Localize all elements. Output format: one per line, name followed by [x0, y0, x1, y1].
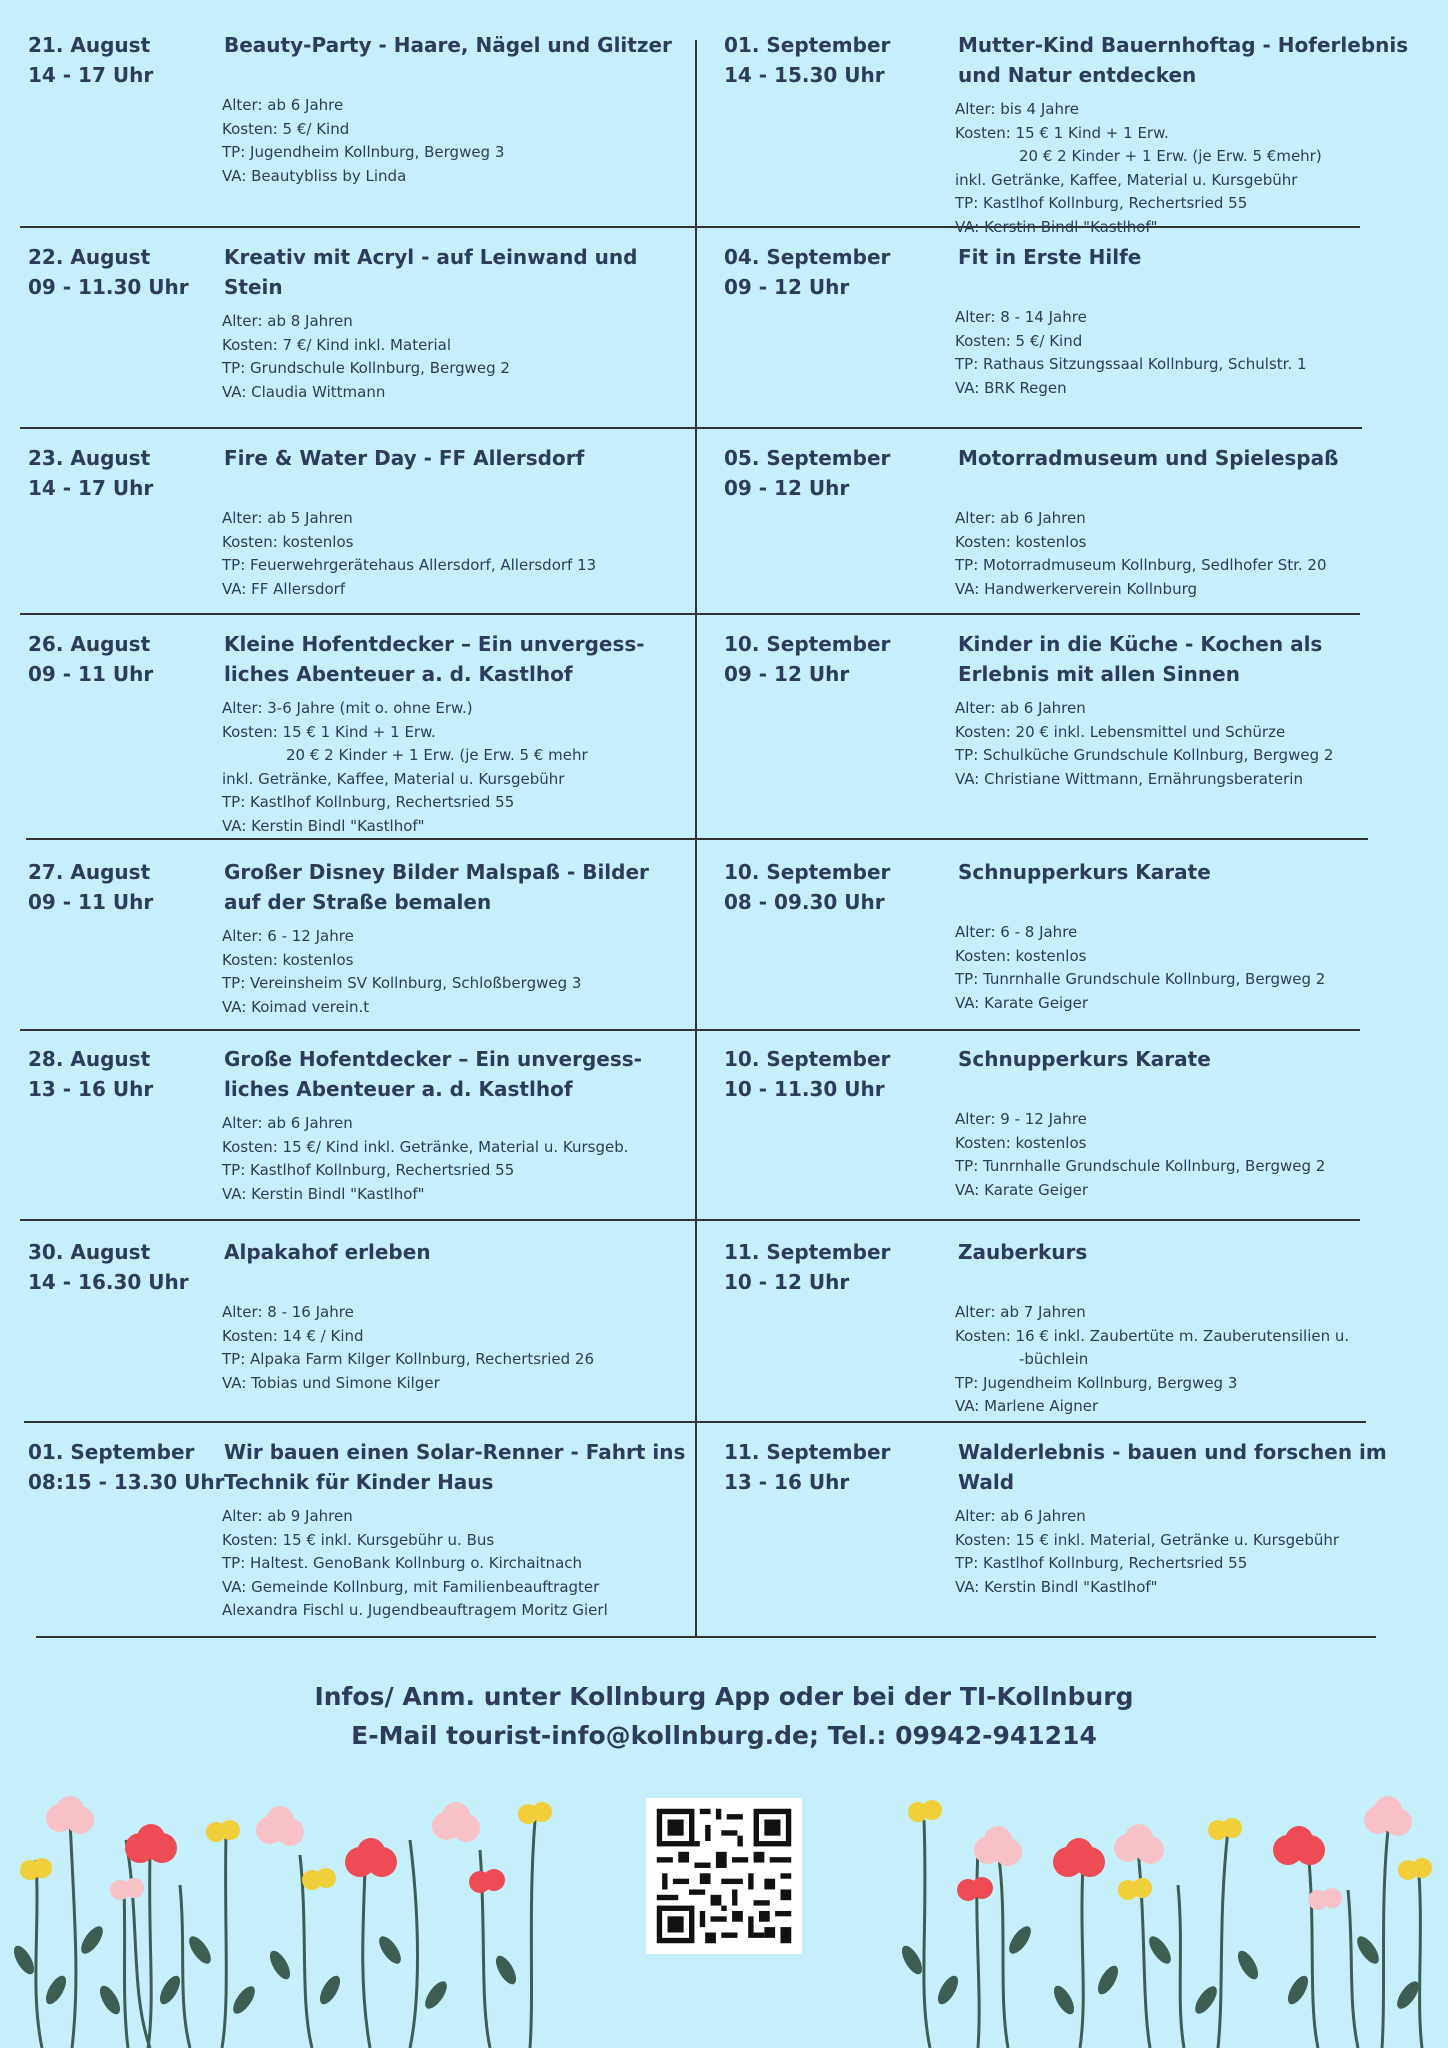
event-detail-line: Alter: ab 6 Jahren: [955, 509, 1086, 527]
event-detail-line: Alexandra Fischl u. Jugendbeauftragem Moritz Gierl: [222, 1601, 608, 1620]
event-date: [28, 629, 153, 689]
event-title-line: und Natur entdecken: [958, 63, 1197, 87]
event-detail-line: TP: Tunrnhalle Grundschule Kollnburg, Bergweg 2: [955, 1157, 1326, 1176]
event-detail-line: VA: Marlene Aigner: [955, 1397, 1099, 1416]
event-time: 14 - 17 Uhr: [28, 476, 154, 500]
event-detail-line: TP: Alpaka Farm Kilger Kollnburg, Rechertsried 26: [222, 1350, 594, 1369]
event-details: [222, 925, 581, 1019]
event-title: [224, 857, 649, 917]
event-detail-line: Alter: 8 - 16 Jahre: [222, 1303, 354, 1321]
event-detail-line: Alter: 6 - 8 Jahre: [955, 923, 1078, 941]
event-title-line: Zauberkurs: [958, 1240, 1088, 1264]
event-time: 10 - 12 Uhr: [724, 1270, 850, 1294]
event-detail-line: VA: BRK Regen: [955, 378, 1067, 397]
event-detail-line: Alter: ab 6 Jahren: [955, 1507, 1086, 1525]
event-detail-line: Alter: ab 9 Jahren: [222, 1507, 353, 1525]
event-time: 09 - 11 Uhr: [28, 662, 154, 686]
qr-code-image: [646, 1798, 802, 1954]
event-day: 22. August: [28, 245, 151, 269]
event-title-line: liches Abenteuer a. d. Kastlhof: [224, 662, 573, 686]
event-detail-line: Alter: ab 6 Jahren: [955, 699, 1086, 717]
event-date: [724, 629, 890, 689]
event-title-line: liches Abenteuer a. d. Kastlhof: [224, 1077, 573, 1101]
event-date: [28, 30, 153, 90]
event-title-line: Kinder in die Küche - Kochen als: [958, 632, 1323, 656]
event-details: [955, 306, 1307, 400]
event-detail-line: Alter: ab 8 Jahren: [222, 312, 353, 330]
event-day: 27. August: [28, 860, 151, 884]
event-detail-line: Kosten: 15 € inkl. Material, Getränke u. Kursgebühr: [955, 1530, 1340, 1549]
event-title: [224, 30, 672, 60]
event-day: 28. August: [28, 1047, 151, 1071]
event-detail-line: Kosten: kostenlos: [955, 532, 1087, 551]
event-details: [955, 1505, 1339, 1599]
event-detail-line: Kosten: kostenlos: [222, 532, 354, 551]
row-divider: [20, 1219, 1360, 1221]
event-details: [955, 697, 1333, 791]
event-title: [958, 629, 1322, 689]
event-detail-line: Kosten: kostenlos: [222, 950, 354, 969]
event-detail-line: TP: Jugendheim Kollnburg, Bergweg 3: [222, 143, 505, 162]
event-day: 05. September: [724, 446, 891, 470]
event-detail-line: Alter: 9 - 12 Jahre: [955, 1110, 1087, 1128]
event-detail-line: Kosten: 15 € 1 Kind + 1 Erw.: [222, 722, 436, 741]
event-time: 09 - 12 Uhr: [724, 662, 850, 686]
event-detail-line: TP: Kastlhof Kollnburg, Rechertsried 55: [955, 194, 1248, 213]
event-title-line: Erlebnis mit allen Sinnen: [958, 662, 1240, 686]
event-detail-line: TP: Jugendheim Kollnburg, Bergweg 3: [955, 1373, 1238, 1392]
event-date: [724, 857, 890, 917]
event-title: [958, 1044, 1211, 1074]
event-title-line: Fit in Erste Hilfe: [958, 245, 1142, 269]
event-day: 04. September: [724, 245, 891, 269]
event-detail-line: TP: Schulküche Grundschule Kollnburg, Bergweg 2: [955, 746, 1334, 765]
event-details: [222, 697, 588, 839]
event-detail-line: Alter: ab 5 Jahren: [222, 509, 353, 527]
event-detail-line: TP: Feuerwehrgerätehaus Allersdorf, Allersdorf 13: [222, 556, 597, 575]
event-date: [724, 443, 890, 503]
row-divider: [20, 427, 1362, 429]
event-day: 11. September: [724, 1440, 891, 1464]
event-title-line: Große Hofentdecker – Ein unvergess-: [224, 1047, 642, 1071]
event-time: 09 - 11.30 Uhr: [28, 275, 189, 299]
event-title: [224, 1044, 642, 1104]
event-title-line: Mutter-Kind Bauernhoftag - Hoferlebnis: [958, 33, 1409, 57]
footer-info-line: Infos/ Anm. unter Kollnburg App oder bei der TI-Kollnburg: [314, 1682, 1134, 1711]
event-detail-line: Alter: 3-6 Jahre (mit o. ohne Erw.): [222, 699, 473, 717]
event-detail-line: TP: Haltest. GenoBank Kollnburg o. Kirchaitnach: [222, 1554, 583, 1573]
event-title-line: Technik für Kinder Haus: [224, 1470, 494, 1494]
event-day: 11. September: [724, 1240, 891, 1264]
event-title-line: Schnupperkurs Karate: [958, 860, 1211, 884]
event-title-line: Beauty-Party - Haare, Nägel und Glitzer: [224, 33, 672, 57]
event-detail-line: Alter: 6 - 12 Jahre: [222, 927, 354, 945]
event-time: 09 - 12 Uhr: [724, 476, 850, 500]
event-detail-line: Alter: ab 7 Jahren: [955, 1303, 1086, 1321]
event-details: [222, 94, 504, 188]
row-divider: [20, 1029, 1360, 1031]
event-detail-line: inkl. Getränke, Kaffee, Material u. Kursgebühr: [955, 170, 1298, 189]
event-day: 21. August: [28, 33, 151, 57]
event-detail-line: Kosten: 15 € 1 Kind + 1 Erw.: [955, 123, 1169, 142]
event-date: [724, 242, 890, 302]
event-date: [28, 1044, 153, 1104]
event-detail-line: TP: Kastlhof Kollnburg, Rechertsried 55: [955, 1554, 1248, 1573]
event-title: [224, 443, 584, 473]
event-time: 08:15 - 13.30 Uhr: [28, 1470, 225, 1494]
event-detail-line: Kosten: 16 € inkl. Zaubertüte m. Zauberutensilien u.: [955, 1326, 1350, 1345]
event-title: [224, 629, 645, 689]
event-details: [955, 507, 1327, 601]
event-date: [28, 242, 189, 302]
event-date: [724, 1237, 890, 1297]
event-detail-line: VA: Kerstin Bindl "Kastlhof": [955, 1577, 1158, 1596]
event-detail-line: VA: FF Allersdorf: [222, 579, 346, 598]
event-detail-line: VA: Karate Geiger: [955, 1180, 1089, 1199]
qr-code: [646, 1798, 802, 1954]
event-date: [724, 1044, 890, 1104]
event-title-line: Kleine Hofentdecker – Ein unvergess-: [224, 632, 645, 656]
event-day: 01. September: [724, 33, 891, 57]
event-detail-line: TP: Motorradmuseum Kollnburg, Sedlhofer Str. 20: [955, 556, 1327, 575]
event-time: 13 - 16 Uhr: [28, 1077, 154, 1101]
event-time: 09 - 11 Uhr: [28, 890, 154, 914]
event-detail-line: 20 € 2 Kinder + 1 Erw. (je Erw. 5 € mehr: [286, 746, 588, 765]
event-detail-line: Kosten: 5 €/ Kind: [222, 119, 350, 138]
event-title-line: Stein: [224, 275, 283, 299]
event-title-line: Walderlebnis - bauen und forschen im: [958, 1440, 1387, 1464]
event-time: 08 - 09.30 Uhr: [724, 890, 885, 914]
event-detail-line: TP: Vereinsheim SV Kollnburg, Schloßbergweg 3: [222, 974, 582, 993]
event-details: [955, 1108, 1325, 1202]
event-title: [958, 1437, 1387, 1497]
event-title: [958, 1237, 1087, 1267]
event-date: [28, 443, 153, 503]
event-detail-line: VA: Kerstin Bindl "Kastlhof": [222, 1184, 425, 1203]
event-detail-line: Kosten: 15 €/ Kind inkl. Getränke, Material u. Kursgeb.: [222, 1137, 629, 1156]
event-title-line: Alpakahof erleben: [224, 1240, 431, 1264]
event-details: [955, 921, 1325, 1015]
event-detail-line: inkl. Getränke, Kaffee, Material u. Kursgebühr: [222, 769, 565, 788]
event-detail-line: VA: Claudia Wittmann: [222, 382, 386, 401]
event-details: [955, 1301, 1349, 1419]
event-detail-line: VA: Tobias und Simone Kilger: [222, 1373, 440, 1392]
event-day: 26. August: [28, 632, 151, 656]
event-detail-line: Kosten: 14 € / Kind: [222, 1326, 364, 1345]
event-time: 09 - 12 Uhr: [724, 275, 850, 299]
event-detail-line: 20 € 2 Kinder + 1 Erw. (je Erw. 5 €mehr): [1019, 147, 1322, 166]
event-detail-line: Alter: ab 6 Jahren: [222, 1114, 353, 1132]
event-day: 30. August: [28, 1240, 151, 1264]
event-details: [222, 310, 510, 404]
event-detail-line: Alter: 8 - 14 Jahre: [955, 308, 1087, 326]
event-title: [958, 30, 1408, 90]
event-title-line: auf der Straße bemalen: [224, 890, 492, 914]
row-divider: [20, 613, 1360, 615]
event-details: [222, 1505, 608, 1623]
row-divider: [36, 1636, 1376, 1638]
event-date: [724, 1437, 890, 1497]
flowers-right-decoration: [888, 1790, 1448, 2048]
event-detail-line: VA: Christiane Wittmann, Ernährungsberaterin: [955, 769, 1303, 788]
event-detail-line: TP: Kastlhof Kollnburg, Rechertsried 55: [222, 1161, 515, 1180]
event-detail-line: Kosten: 20 € inkl. Lebensmittel und Schürze: [955, 722, 1286, 741]
event-title: [958, 242, 1141, 272]
event-detail-line: VA: Koimad verein.t: [222, 997, 370, 1016]
event-title-line: Wir bauen einen Solar-Renner - Fahrt ins: [224, 1440, 686, 1464]
event-detail-line: VA: Gemeinde Kollnburg, mit Familienbeauftragter: [222, 1577, 600, 1596]
event-title: [958, 443, 1339, 473]
event-detail-line: VA: Kerstin Bindl "Kastlhof": [955, 217, 1158, 236]
event-details: [222, 507, 596, 601]
event-detail-line: Kosten: 15 € inkl. Kursgebühr u. Bus: [222, 1530, 495, 1549]
event-time: 10 - 11.30 Uhr: [724, 1077, 885, 1101]
event-title-line: Kreativ mit Acryl - auf Leinwand und: [224, 245, 638, 269]
event-title: [224, 1237, 431, 1267]
event-details: [222, 1301, 594, 1395]
event-date: [28, 1237, 189, 1297]
event-time: 14 - 17 Uhr: [28, 63, 154, 87]
event-detail-line: Kosten: kostenlos: [955, 946, 1087, 965]
event-detail-line: Kosten: 5 €/ Kind: [955, 331, 1083, 350]
event-title-line: Großer Disney Bilder Malspaß - Bilder: [224, 860, 649, 884]
event-title: [958, 857, 1211, 887]
event-detail-line: VA: Beautybliss by Linda: [222, 166, 407, 185]
event-day: 10. September: [724, 1047, 891, 1071]
event-day: 23. August: [28, 446, 151, 470]
event-time: 14 - 16.30 Uhr: [28, 1270, 189, 1294]
event-detail-line: TP: Kastlhof Kollnburg, Rechertsried 55: [222, 793, 515, 812]
event-details: [955, 98, 1322, 240]
event-detail-line: TP: Rathaus Sitzungssaal Kollnburg, Schulstr. 1: [955, 355, 1307, 374]
event-time: 14 - 15.30 Uhr: [724, 63, 885, 87]
event-date: [724, 30, 890, 90]
event-detail-line: TP: Tunrnhalle Grundschule Kollnburg, Bergweg 2: [955, 970, 1326, 989]
event-detail-line: VA: Kerstin Bindl "Kastlhof": [222, 816, 425, 835]
event-detail-line: VA: Handwerkerverein Kollnburg: [955, 579, 1198, 598]
event-detail-line: Kosten: 7 €/ Kind inkl. Material: [222, 335, 451, 354]
event-detail-line: Kosten: kostenlos: [955, 1133, 1087, 1152]
row-divider: [24, 1421, 1366, 1423]
event-title-line: Schnupperkurs Karate: [958, 1047, 1211, 1071]
event-date: [28, 857, 153, 917]
event-detail-line: TP: Grundschule Kollnburg, Bergweg 2: [222, 359, 510, 378]
event-title-line: Fire & Water Day - FF Allersdorf: [224, 446, 585, 470]
event-details: [222, 1112, 629, 1206]
footer-contact-line: E-Mail tourist-info@kollnburg.de; Tel.: 09942-941214: [351, 1721, 1097, 1750]
event-detail-line: VA: Karate Geiger: [955, 993, 1089, 1012]
event-detail-line: Alter: ab 6 Jahre: [222, 96, 344, 114]
event-title: [224, 242, 637, 302]
event-day: 10. September: [724, 860, 891, 884]
event-day: 10. September: [724, 632, 891, 656]
event-title-line: Motorradmuseum und Spielespaß: [958, 446, 1339, 470]
event-date: [28, 1437, 224, 1497]
event-title: [224, 1437, 685, 1497]
flowers-left-decoration: [0, 1790, 560, 2048]
event-title-line: Wald: [958, 1470, 1015, 1494]
event-detail-line: Alter: bis 4 Jahre: [955, 100, 1080, 118]
event-day: 01. September: [28, 1440, 195, 1464]
event-detail-line: -büchlein: [1019, 1350, 1089, 1369]
event-time: 13 - 16 Uhr: [724, 1470, 850, 1494]
